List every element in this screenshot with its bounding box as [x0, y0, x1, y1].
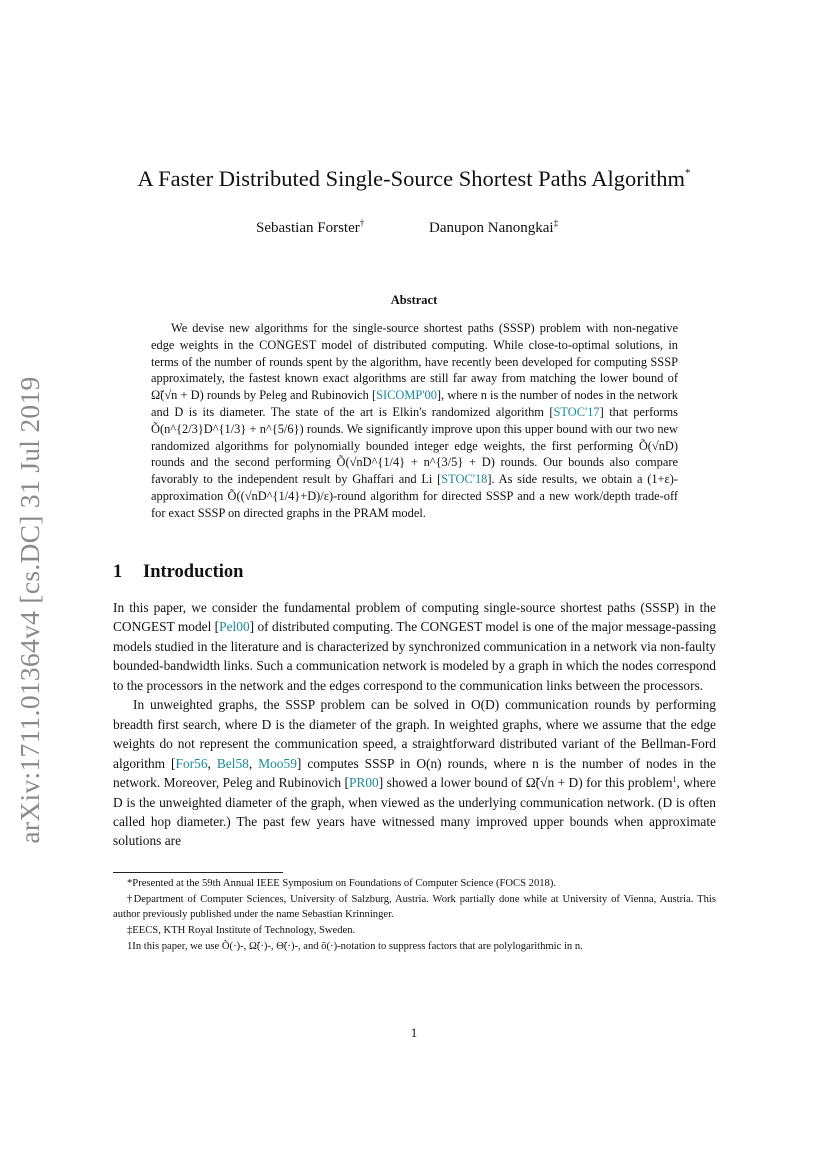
citation-moo59[interactable]: Moo59: [258, 755, 297, 771]
citation-stoc18[interactable]: STOC'18: [441, 472, 488, 487]
body-text: [113, 598, 716, 851]
section-title: Introduction: [143, 562, 244, 582]
arxiv-sidebar: [3, 372, 57, 848]
abstract-paragraph: We devise new algorithms for the single-source shortest paths (SSSP) problem with non-negative edge weights in the CONGEST model of distributed computing. While close-to-optimal solutions, in terms of the number of rounds spent by the algorithm, have recently been developed for computing SSSP approximately, the fastest known exact algorithms are still far away from matching the lower bound of Ω̃(√n + D) rounds by Peleg and Rubinovich [SICOMP'00], where n is the number of nodes in the network and D is its diameter. The state of the art is Elkin's randomized algorithm [STOC'17] that performs Õ(n^{2/3}D^{1/3} + n^{5/6}) rounds. We significantly improve upon this upper bound with our two new randomized algorithms for polynomially bounded integer edge weights, the first performing Õ(√nD) rounds and the second performing Õ(√nD^{1/4} + n^{3/5} + D) rounds. Our bounds also compare favorably to the independent result by Ghaffari and Li [STOC'18]. As side results, we obtain a (1+ε)-approximation Õ((√nD^{1/4}+D)/ε)-round algorithm for directed SSSP and a new work/depth trade-off for exact SSSP on directed graphs in the PRAM model.: [151, 321, 678, 520]
section-number: 1: [113, 562, 123, 582]
abstract-heading: Abstract: [390, 293, 438, 307]
footnote-star: *Presented at the 59th Annual IEEE Symposium on Foundations of Computer Science (FOCS 2018).: [127, 878, 557, 889]
title-footnote-mark: *: [684, 167, 691, 179]
citation-stoc17[interactable]: STOC'17: [553, 404, 600, 419]
footnote-ref-1[interactable]: 1: [672, 775, 677, 785]
intro-paragraph-2: In unweighted graphs, the SSSP problem can be solved in O(D) communication rounds by performing breadth first search, where D is the diameter of the graph. In weighted graphs, where we assume that the edge weights do not represent the communication speed, a straightforward distributed variant of the Bellman-Ford algorithm [For56, Bel58, Moo59] computes SSSP in O(n) rounds, where n is the number of nodes in the network. Moreover, Peleg and Rubinovich [PR00] showed a lower bound of Ω̃(√n + D) for this problem$^1$, where D is the unweighted diameter of the graph, when viewed as the underlying communication network. (D is often called hop diameter.) The past few years have witnessed many improved upper bounds when approximate solutions are: [113, 697, 717, 849]
intro-paragraph-1: In this paper, we consider the fundamental problem of computing single-source shortest paths (SSSP) in the CONGEST model [Pel00] of distributed computing. The CONGEST model is one of the major message-passing models studied in the literature and is characterized by synchronized communication in a network via non-faulty bounded-bandwidth links. Such a communication network is modeled by a graph in which the nodes correspond to the processors in the network and the edges correspond to the communication links between the processors.: [113, 600, 716, 693]
footnote-dagger: †Department of Computer Sciences, University of Salzburg, Austria. Work partially done while at University of Vienna, Austria. This author previously published under the name Sebastian Krinninger.: [113, 894, 716, 920]
citation-pr00[interactable]: PR00: [348, 775, 379, 791]
page-number: 1: [410, 1025, 418, 1040]
footnote-1: 1In this paper, we use Õ(·)-, Ω̃(·)-, Θ̃(·)-, and õ(·)-notation to suppress factors that are polylogarithmic in n.: [127, 941, 583, 952]
section-heading: [113, 562, 243, 583]
citation-bel58[interactable]: Bel58: [216, 755, 249, 771]
author-forster: Sebastian Forster†: [256, 218, 365, 236]
title-text: A Faster Distributed Single-Source Shortest Paths Algorithm: [137, 166, 685, 191]
footnote-rule: [113, 872, 283, 873]
citation-for56[interactable]: For56: [175, 755, 208, 771]
abstract-body: [151, 320, 678, 522]
footnotes: [113, 876, 716, 955]
arxiv-identifier: arXiv:1711.01364v4 [cs.DC] 31 Jul 2019: [14, 376, 45, 844]
citation-sicomp00[interactable]: SICOMP'00: [376, 388, 437, 403]
paper-title: [0, 158, 828, 194]
author-nanongkai: Danupon Nanongkai‡: [429, 218, 559, 236]
citation-pel00[interactable]: Pel00: [219, 619, 250, 635]
footnote-ddagger: ‡EECS, KTH Royal Institute of Technology, Sweden.: [127, 925, 356, 936]
